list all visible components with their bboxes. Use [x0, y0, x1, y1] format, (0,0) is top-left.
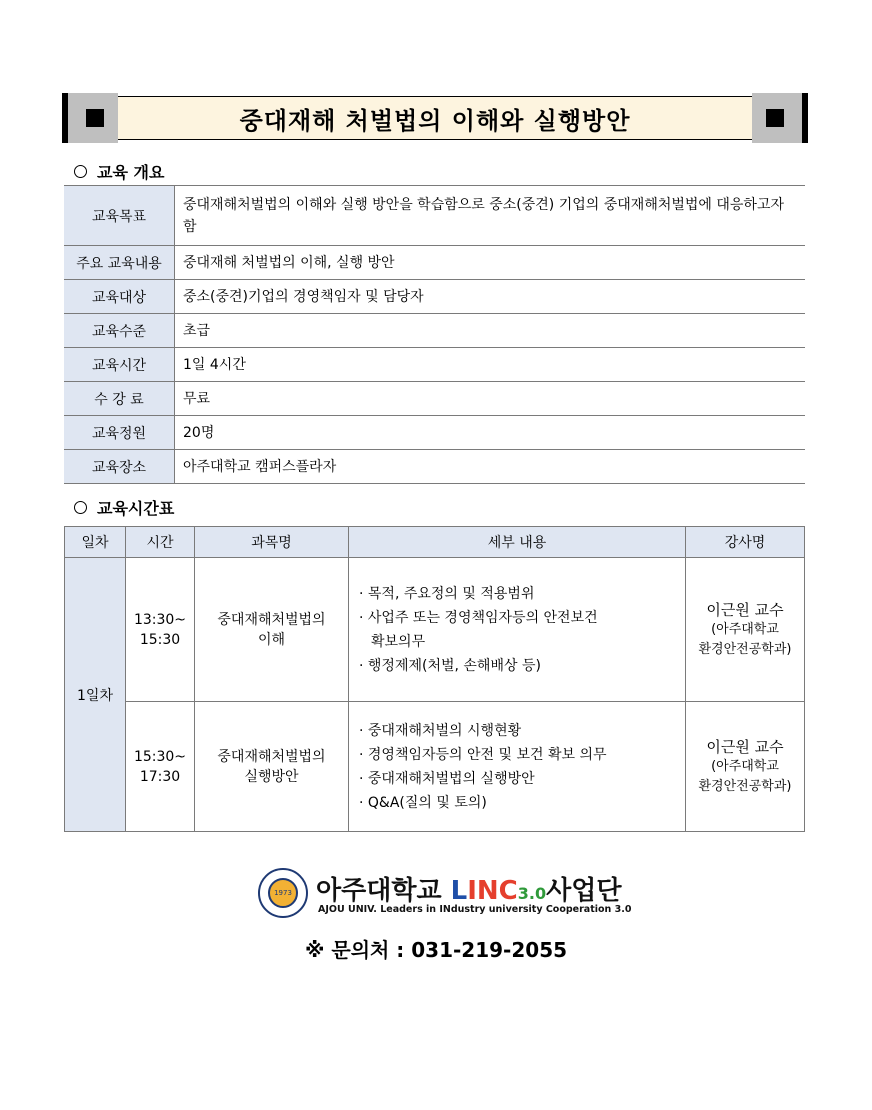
subject-cell — [195, 702, 349, 832]
lecturer-cell — [686, 702, 805, 832]
overview-value: 중대재해 처벌법의 이해, 실행 방안 — [175, 246, 806, 280]
table-row — [65, 702, 805, 832]
table-row — [64, 280, 805, 314]
overview-key: 수 강 료 — [64, 382, 175, 416]
lecturer-affiliation: 환경안전공학과) — [698, 778, 792, 794]
org-linc-version: 3.0 — [517, 884, 547, 903]
square-icon — [766, 109, 784, 127]
detail-item: · 행정제제(처벌, 손해배상 등) — [359, 657, 541, 674]
contact-info: ※ 문의처 : 031-219-2055 — [304, 938, 568, 962]
time-end: 15:30 — [139, 631, 181, 648]
table-row — [64, 450, 805, 484]
subject-line: 중대재해처벌법의 — [217, 748, 326, 765]
time-cell — [126, 702, 195, 832]
overview-value: 무료 — [175, 382, 806, 416]
detail-item: · 목적, 주요정의 및 적용범위 — [359, 585, 535, 602]
lecturer-affiliation: 환경안전공학과) — [698, 641, 792, 657]
org-subtitle: AJOU UNIV. Leaders in INdustry university Cooperation 3.0 — [318, 904, 632, 915]
detail-item: · 사업주 또는 경영책임자등의 안전보건 — [359, 609, 598, 626]
circle-bullet-icon — [74, 165, 87, 178]
overview-key: 교육정원 — [64, 416, 175, 450]
schedule-heading-text: 교육시간표 — [97, 499, 175, 518]
table-row — [64, 186, 805, 246]
lecturer-affiliation: (아주대학교 — [711, 758, 779, 774]
time-start: 15:30~ — [133, 748, 187, 765]
overview-key: 교육장소 — [64, 450, 175, 484]
overview-value: 중대재해처벌법의 이해와 실행 방안을 학습함으로 중소(중견) 기업의 중대재해처벌법에 대응하고자 함 — [175, 186, 806, 246]
title-left-bracket — [62, 93, 118, 143]
overview-value: 20명 — [175, 416, 806, 450]
page-title: 중대재해 처벌법의 이해와 실행방안 — [118, 96, 752, 140]
detail-item: · 중대재해처벌법의 실행방안 — [359, 770, 535, 787]
overview-value: 초급 — [175, 314, 806, 348]
table-row — [64, 416, 805, 450]
details-cell — [349, 702, 686, 832]
detail-item: · Q&A(질의 및 토의) — [359, 794, 487, 811]
table-row — [64, 246, 805, 280]
lecturer-affiliation: (아주대학교 — [711, 621, 779, 637]
table-row — [64, 348, 805, 382]
subject-line: 이해 — [257, 631, 286, 648]
overview-heading-text: 교육 개요 — [97, 163, 165, 182]
overview-heading — [74, 160, 164, 183]
lecturer-cell — [686, 558, 805, 702]
overview-key: 교육시간 — [64, 348, 175, 382]
org-linc-l: L — [450, 876, 468, 906]
overview-key: 교육대상 — [64, 280, 175, 314]
lecturer-name: 이근원 교수 — [706, 600, 784, 619]
detail-item: 확보의무 — [371, 633, 426, 650]
time-cell — [126, 558, 195, 702]
detail-item: · 중대재해처벌의 시행현황 — [359, 722, 522, 739]
overview-value: 1일 4시간 — [175, 348, 806, 382]
linc-logo — [258, 868, 632, 922]
time-end: 17:30 — [139, 768, 181, 785]
table-row — [64, 382, 805, 416]
time-start: 13:30~ — [133, 611, 187, 628]
title-right-bracket — [752, 93, 808, 143]
schedule-table — [64, 526, 805, 832]
subject-line: 중대재해처벌법의 — [217, 611, 326, 628]
header-day: 일차 — [65, 527, 126, 558]
details-cell — [349, 558, 686, 702]
overview-key: 교육수준 — [64, 314, 175, 348]
header-time: 시간 — [126, 527, 195, 558]
overview-key: 주요 교육내용 — [64, 246, 175, 280]
table-row — [64, 314, 805, 348]
ajou-seal-icon — [258, 868, 308, 918]
header-lecturer: 강사명 — [686, 527, 805, 558]
schedule-heading — [74, 496, 174, 519]
overview-table — [64, 185, 805, 484]
circle-bullet-icon — [74, 501, 87, 514]
header-subject: 과목명 — [195, 527, 349, 558]
overview-value: 중소(중견)기업의 경영책임자 및 담당자 — [175, 280, 806, 314]
table-row — [65, 558, 805, 702]
org-name — [316, 870, 621, 907]
overview-value: 아주대학교 캠퍼스플라자 — [175, 450, 806, 484]
overview-key: 교육목표 — [64, 186, 175, 246]
org-ajou: 아주대학교 — [316, 876, 442, 906]
table-header-row — [65, 527, 805, 558]
square-icon — [86, 109, 104, 127]
day-cell: 1일차 — [65, 558, 126, 832]
org-linc-inc: INC — [467, 876, 518, 906]
detail-item: · 경영책임자등의 안전 및 보건 확보 의무 — [359, 746, 607, 763]
subject-line: 실행방안 — [244, 768, 299, 785]
header-details: 세부 내용 — [349, 527, 686, 558]
lecturer-name: 이근원 교수 — [706, 737, 784, 756]
title-bar — [62, 93, 808, 143]
subject-cell — [195, 558, 349, 702]
org-biz: 사업단 — [546, 876, 622, 906]
seal-year: 1973 — [268, 878, 298, 908]
